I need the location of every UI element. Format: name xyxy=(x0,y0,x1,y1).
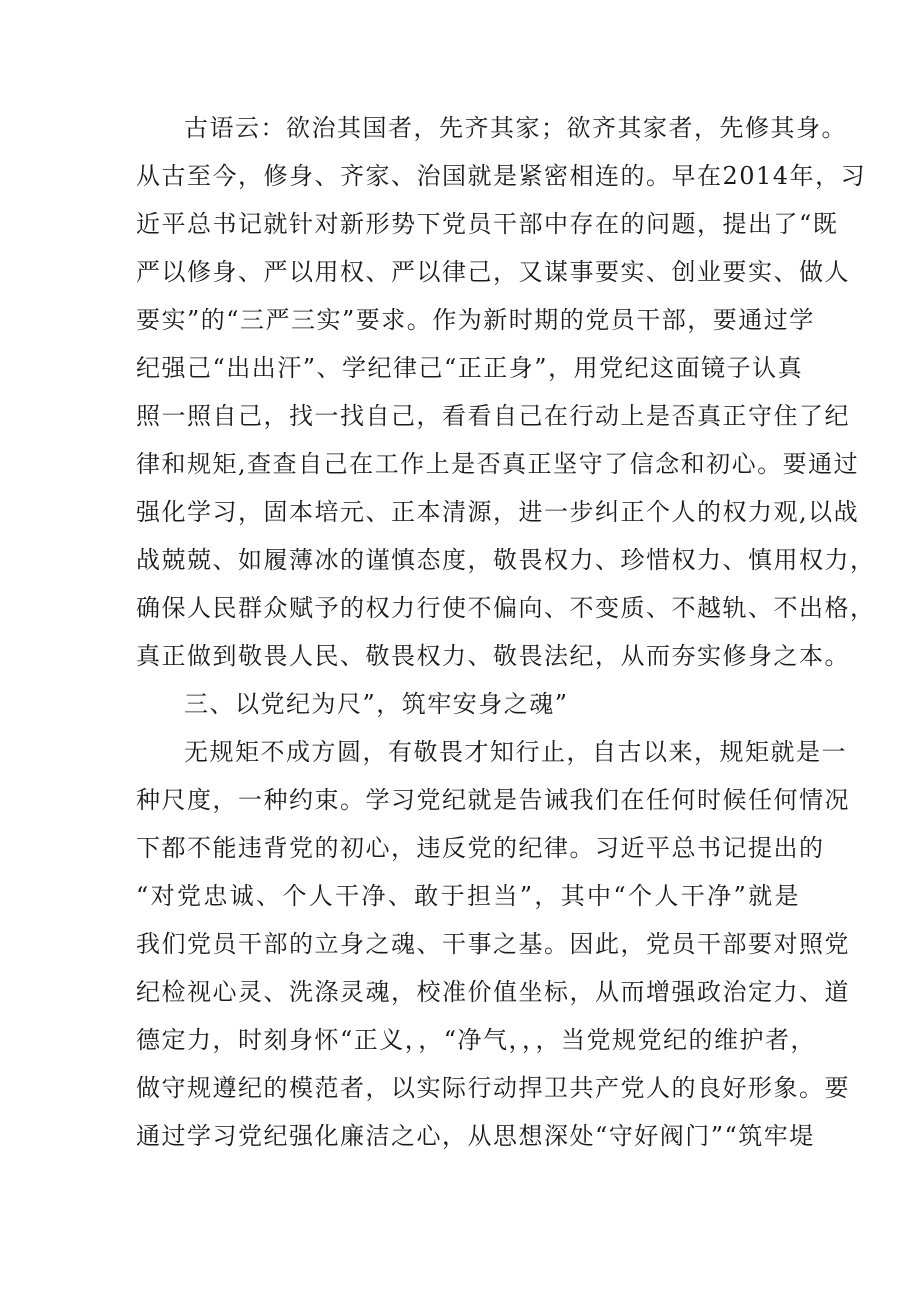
paragraph-line: 纪强己“出出汗”、学纪律己“正正身”，用党纪这面镜子认真 xyxy=(136,354,804,382)
paragraph-line: 真正做到敬畏人民、敬畏权力、敬畏法纪，从而夯实修身之本。 xyxy=(136,642,850,670)
document-body xyxy=(136,104,876,1160)
paragraph-line: 照一照自己，找一找自己，看看自己在行动上是否真正守住了纪 xyxy=(136,402,850,430)
paragraph-line: 种尺度，一种约束。学习党纪就是告诫我们在任何时候任何情况 xyxy=(136,786,850,814)
paragraph-line: 德定力，时刻身怀“正义，，“净气，，，当党规党纪的维护者， xyxy=(136,1026,817,1054)
paragraph-line: 确保人民群众赋予的权力行使不偏向、不变质、不越轨、不出格， xyxy=(136,594,876,622)
paragraph-line: 近平总书记就针对新形势下党员干部中存在的问题，提出了“既 xyxy=(136,210,839,238)
paragraph-line: 古语云：欲治其国者，先齐其家；欲齐其家者，先修其身。 xyxy=(184,114,847,142)
paragraph-line: 纪检视心灵、洗涤灵魂，校准价值坐标，从而增强政治定力、道 xyxy=(136,978,850,1006)
paragraph-line: “对党忠诚、个人干净、敢于担当”，其中“个人干净”就是 xyxy=(136,882,800,910)
paragraph-line: 下都不能违背党的初心，违反党的纪律。习近平总书记提出的 xyxy=(136,834,825,862)
paragraph-line: 要实”的“三严三实”要求。作为新时期的党员干部，要通过学 xyxy=(136,306,815,334)
paragraph-line: 战兢兢、如履薄冰的谨慎态度，敬畏权力、珍惜权力、慎用权力， xyxy=(136,546,876,574)
paragraph-line: 通过学习党纪强化廉洁之心，从思想深处“守好阀门”“筑牢堤 xyxy=(136,1122,815,1150)
paragraph-line: 无规矩不成方圆，有敬畏才知行止，自古以来，规矩就是一 xyxy=(184,738,847,766)
paragraph-line: 从古至今，修身、齐家、治国就是紧密相连的。早在2014年，习 xyxy=(136,162,867,190)
paragraph-line: 做守规遵纪的模范者，以实际行动捍卫共产党人的良好形象。要 xyxy=(136,1074,850,1102)
paragraph-line: 律和规矩,查查自己在工作上是否真正坚守了信念和初心。要通过 xyxy=(136,450,860,478)
section-heading: 三、以党纪为尺”，筑牢安身之魂” xyxy=(184,690,569,718)
paragraph-line: 我们党员干部的立身之魂、干事之基。因此，党员干部要对照党 xyxy=(136,930,850,958)
paragraph-line: 严以修身、严以用权、严以律己，又谋事要实、创业要实、做人 xyxy=(136,258,850,286)
paragraph-line: 强化学习，固本培元、正本清源，进一步纠正个人的权力观,以战 xyxy=(136,498,860,526)
